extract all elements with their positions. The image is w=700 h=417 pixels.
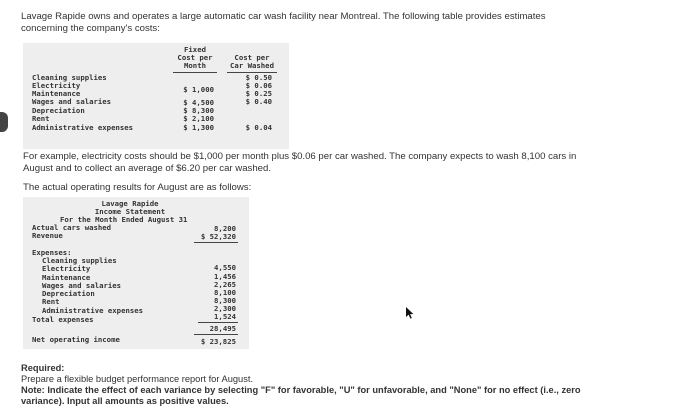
expense-label: Electricity [42,264,91,273]
cost-row-label: Electricity [32,81,81,90]
variable-header-1: Cost per [234,53,270,62]
fixed-header-1: Fixed [184,45,206,54]
statement-title: Lavage Rapide [101,199,159,208]
mouse-cursor-icon [406,307,414,319]
expense-value: 2,265 [214,280,236,289]
cost-row-variable: $ 0.25 [245,89,272,98]
expense-value: 1,456 [214,272,236,281]
cost-row-label: Maintenance [32,89,81,98]
expense-value: 8,300 [214,296,236,305]
expense-label: Depreciation [42,289,95,298]
net-income-value: $ 23,825 [200,337,236,346]
cost-row-fixed: $ 8,300 [183,106,214,115]
expenses-rule [198,322,238,323]
cost-row-fixed: $ 4,500 [183,98,214,107]
intro-paragraph [21,11,621,35]
required-section [21,363,661,407]
total-rule [194,334,238,335]
cost-row-label: Depreciation [32,106,85,115]
fixed-header-2: Cost per [177,53,213,62]
example-line-3: The actual operating results for August are as follows: [23,182,252,193]
cost-row-label: Cleaning supplies [32,73,107,82]
example-line-2: August and to collect an average of $6.20 per car washed. [23,163,271,174]
expense-label: Cleaning supplies [42,256,117,265]
cost-row-variable: $ 0.04 [245,123,272,132]
cost-row-label: Rent [32,114,50,123]
cost-row-fixed: $ 1,000 [183,85,214,94]
variable-header-2: Car Washed [230,61,274,70]
expense-value: 4,550 [214,263,236,272]
expense-label: Maintenance [42,273,91,282]
expense-value: 8,100 [214,288,236,297]
expense-label: Administrative expenses [42,306,144,315]
expense-label: Wages and salaries [42,281,122,290]
cost-row-label: Wages and salaries [32,97,112,106]
intro-line-2: concerning the company's costs: [21,22,160,34]
total-expenses-value: 28,495 [209,324,236,333]
statement-subtitle: Income Statement [94,207,166,216]
total-expenses-label: Total expenses [32,315,94,324]
revenue-label: Revenue [32,231,63,240]
net-income-label: Net operating income [32,335,120,344]
required-note-1: Note: Indicate the effect of each variance by selecting "F" for favorable, "U" for unfavorable, and "None" for no effect (i.e., zero [21,385,581,395]
required-heading: Required: [21,363,65,373]
left-edge-marker [0,112,8,132]
intro-line-1: Lavage Rapide owns and operates a large automatic car wash facility near Montreal. The following table provides estimates [21,11,546,22]
statement-period: For the Month Ended August 31 [60,215,188,224]
revenue-rule [194,242,238,243]
cost-row-variable: $ 0.06 [245,81,272,90]
cost-row-label: Administrative expenses [32,123,134,132]
expense-label: Rent [42,297,60,306]
cars-washed-label: Actual cars washed [32,223,112,232]
example-line-1: For example, electricity costs should be $1,000 per month plus $0.06 per car washed. The company expects to wash 8,100 cars in [23,151,577,162]
expenses-label: Expenses: [32,248,72,257]
cost-row-fixed: $ 2,100 [183,114,214,123]
required-note-2: variance). Input all amounts as positive values. [21,396,229,406]
cost-row-variable: $ 0.50 [245,73,272,82]
revenue-value: $ 52,320 [200,232,236,241]
fixed-header-3: Month [184,61,206,70]
required-line: Prepare a flexible budget performance report for August. [21,374,254,384]
expense-value: 2,300 [214,304,236,313]
expense-value: 1,524 [214,312,236,321]
cost-row-fixed: $ 1,300 [183,123,214,132]
cost-row-variable: $ 0.40 [245,97,272,106]
cars-washed-value: 8,200 [214,224,236,233]
fixed-header-rule [173,72,217,73]
